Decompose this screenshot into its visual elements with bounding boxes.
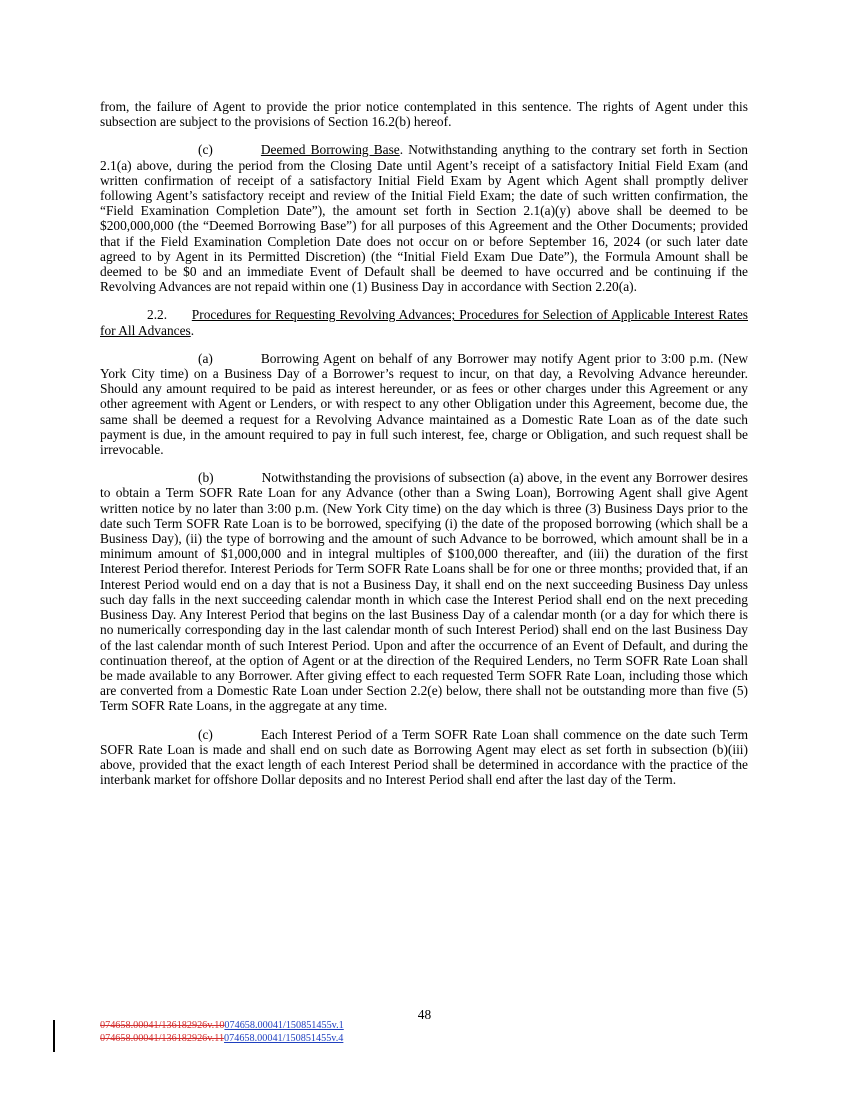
paragraph-b <box>100 470 748 713</box>
paragraph-intro <box>100 99 748 129</box>
subsection-body-c2: Each Interest Period of a Term SOFR Rate Loan shall commence on the date such Term SOFR Rate Loan is made and shall end on such date as Borrowing Agent may elect as set forth in subsection (b)(iii) above, provided that the exact length of each Interest Period shall be determined in accordance with the practice of the interbank market for offshore Dollar deposits and no Interest Period shall end after the last day of the Term. <box>100 726 748 788</box>
subsection-heading-deemed-borrowing-base: Deemed Borrowing Base <box>260 142 400 158</box>
page-number: 48 <box>417 1007 432 1022</box>
section-title-period: . <box>190 322 195 338</box>
document-footer <box>100 1020 344 1045</box>
subsection-label-a: (a) <box>198 350 213 366</box>
subsection-body-b: Notwithstanding the provisions of subsection (a) above, in the event any Borrower desires to obtain a Term SOFR Rate Loan for any Advance (other than a Swing Loan), Borrowing Agent shall give Agent written notice by no later than 3:00 p.m. (New York City time) on the day which is three (3) Business Days prior to the date such Term SOFR Rate Loan is to be borrowed, specifying (i) the date of the proposed borrowing (which shall be a Business Day), (ii) the type of borrowing and the amount of such Advance to be borrowed, which amount shall be in a minimum amount of $1,000,000 and in integral multiples of $100,000 thereafter, and (iii) the duration of the first Interest Period therefor. Interest Periods for Term SOFR Rate Loans shall be for one or three months; provided that, if an Interest Period would end on a day that is not a Business Day, it shall end on the next succeeding Business Day unless such day falls in the next succeeding calendar month in which case the Interest Period shall end on the next preceding Business Day. Any Interest Period that begins on the last Business Day of a calendar month (or a day for which there is no numerically corresponding day in the last calendar month of such Interest Period) shall end on the last Business Day of the last calendar month of such Interest Period. Upon and after the occurrence of an Event of Default, and during the continuation thereof, at the option of Agent or at the direction of the Required Lenders, no Term SOFR Rate Loan shall be made available to any Borrower. After giving effect to each requested Term SOFR Rate Loan, including those which are converted from a Domestic Rate Loan under Section 2.2(e) below, there shall not be outstanding more than five (5) Term SOFR Rate Loans, in the aggregate at any time. <box>100 470 748 714</box>
subsection-body-c: . Notwithstanding anything to the contrary set forth in Section 2.1(a) above, during the period from the Closing Date until Agent’s receipt of a satisfactory Initial Field Exam (and written confirmation of receipt of a satisfactory Initial Field Exam by Agent which Agent shall promptly deliver following Agent’s satisfactory receipt and review of the Initial Field Exam; the date of such written confirmation, the “Field Examination Completion Date”), the amount set forth in Section 2.1(a)(y) above shall be deemed to be $200,000,000 (the “Deemed Borrowing Base”) for all purposes of this Agreement and the Other Documents; provided that if the Field Examination Completion Date does not occur on or before September 16, 2024 (or such later date agreed to by Agent in its Permitted Discretion) (the “Initial Field Exam Due Date”), the Formula Amount shall be deemed to be $0 and an immediate Event of Default shall be deemed to have occurred and be continuing if the Revolving Advances are not repaid within one (1) Business Day in accordance with Section 2.20(a). <box>100 142 749 295</box>
paragraph-c-deemed-borrowing-base <box>100 142 748 294</box>
section-number: 2.2. <box>147 307 168 323</box>
footer-line-1 <box>100 1020 344 1033</box>
paragraph-c-interest-period <box>100 727 748 788</box>
subsection-label-c2: (c) <box>198 726 213 742</box>
subsection-body-a: Borrowing Agent on behalf of any Borrower may notify Agent prior to 3:00 p.m. (New York City time) on a Business Day of a Borrower’s request to incur, on that day, a Revolving Advance hereunder. Should any amount required to be paid as interest hereunder, or as fees or other charges under this Agreement or any other agreement with Agent or Lenders, or with respect to any other Obligation under this Agreement, become due, the same shall be deemed a request for a Revolving Advance maintained as a Domestic Rate Loan as of the date such payment is due, in the amount required to pay in full such interest, fee, charge or Obligation, and such request shall be irrevocable. <box>100 350 748 458</box>
subsection-label-c: (c) <box>198 142 213 158</box>
footer-line-2 <box>100 1033 344 1046</box>
paragraph-a <box>100 351 748 457</box>
inserted-doc-id[interactable]: 074658.00041/150851455v.4 <box>224 1032 344 1044</box>
section-heading-2-2 <box>100 307 748 337</box>
inserted-doc-id[interactable]: 074658.00041/150851455v.1 <box>224 1020 344 1031</box>
deleted-doc-id: 074658.00041/136182926v.10 <box>100 1020 225 1031</box>
intro-text: from, the failure of Agent to provide the prior notice contemplated in this sentence. The rights of Agent under this subsection are subject to the provisions of Section 16.2(b) hereof. <box>100 99 748 130</box>
document-body <box>100 99 748 800</box>
revision-bar <box>53 1020 55 1052</box>
section-title: Procedures for Requesting Revolving Advances; Procedures for Selection of Applicable Interest Rates for All Advances <box>100 307 748 338</box>
subsection-label-b: (b) <box>198 470 214 486</box>
deleted-doc-id: 074658.00041/136182926v.11 <box>100 1032 225 1044</box>
